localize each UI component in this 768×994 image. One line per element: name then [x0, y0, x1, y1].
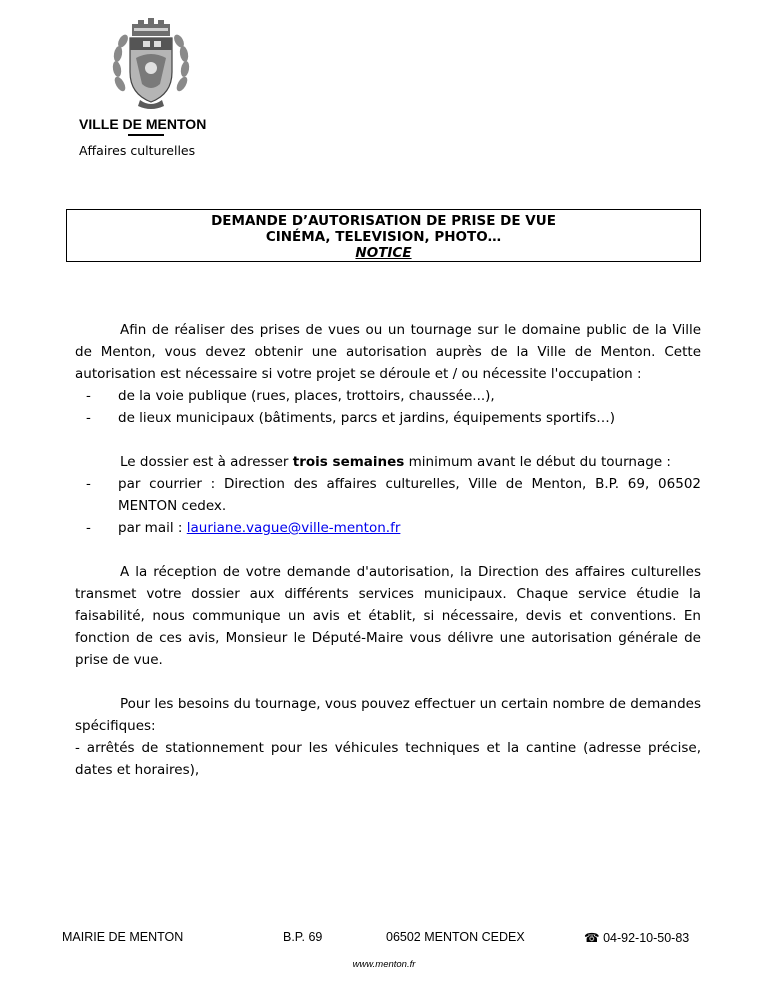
- deadline-paragraph: Le dossier est à adresser trois semaines minimum avant le début du tournage :: [120, 454, 671, 470]
- needs-item: - arrêtés de stationnement pour les véhicules techniques et la cantine (adresse précise, dates et horaires),: [75, 740, 701, 778]
- document-body: [75, 319, 701, 781]
- occupation-item: - de lieux municipaux (bâtiments, parcs et jardins, équipements sportifs…): [86, 410, 616, 426]
- phone-icon: ☎: [584, 931, 600, 945]
- send-item-email: - par mail : lauriane.vague@ville-menton.fr: [86, 520, 401, 536]
- footer-po-box: B.P. 69: [283, 930, 323, 944]
- footer-org: MAIRIE DE MENTON: [62, 930, 184, 944]
- reception-paragraph: A la réception de votre demande d'autorisation, la Direction des affaires culturelles transmet votre dossier aux différents services municipaux. Chaque service étudie la faisabilité, nous communique un avis et établit, si nécessaire, devis et conventions. En fonction de ces avis, Monsieur le Député-Maire vous délivre une autorisation générale de prise de vue.: [75, 564, 701, 668]
- org-name: VILLE DE MENTON: [79, 116, 207, 132]
- org-department: Affaires culturelles: [79, 143, 196, 158]
- send-item-mail: - par courrier : Direction des affaires culturelles, Ville de Menton, B.P. 69, 06502 MENTON cedex.: [86, 476, 701, 514]
- occupation-item: - de la voie publique (rues, places, trottoirs, chaussée...),: [86, 388, 495, 404]
- title-line-1: DEMANDE D’AUTORISATION DE PRISE DE VUE: [211, 213, 556, 229]
- footer-phone: ☎ 04-92-10-50-83: [584, 931, 690, 945]
- needs-paragraph: Pour les besoins du tournage, vous pouvez effectuer un certain nombre de demandes spécifiques:: [75, 696, 701, 734]
- email-link[interactable]: lauriane.vague@ville-menton.fr: [186, 520, 401, 536]
- title-box: [66, 209, 701, 262]
- intro-paragraph: Afin de réaliser des prises de vues ou un tournage sur le domaine public de la Ville de Menton, vous devez obtenir une autorisation auprès de la Ville de Menton. Cette autorisation est nécessaire si votre projet se déroule et / ou nécessite l'occupation :: [75, 322, 701, 382]
- deadline-emphasis: trois semaines: [292, 454, 405, 470]
- footer-city: 06502 MENTON CEDEX: [386, 930, 525, 944]
- org-divider: [128, 134, 164, 136]
- city-crest-logo: [110, 14, 192, 110]
- footer-website: www.menton.fr: [352, 959, 416, 970]
- title-line-3: NOTICE: [355, 245, 412, 261]
- title-line-2: CINÉMA, TELEVISION, PHOTO…: [265, 229, 502, 245]
